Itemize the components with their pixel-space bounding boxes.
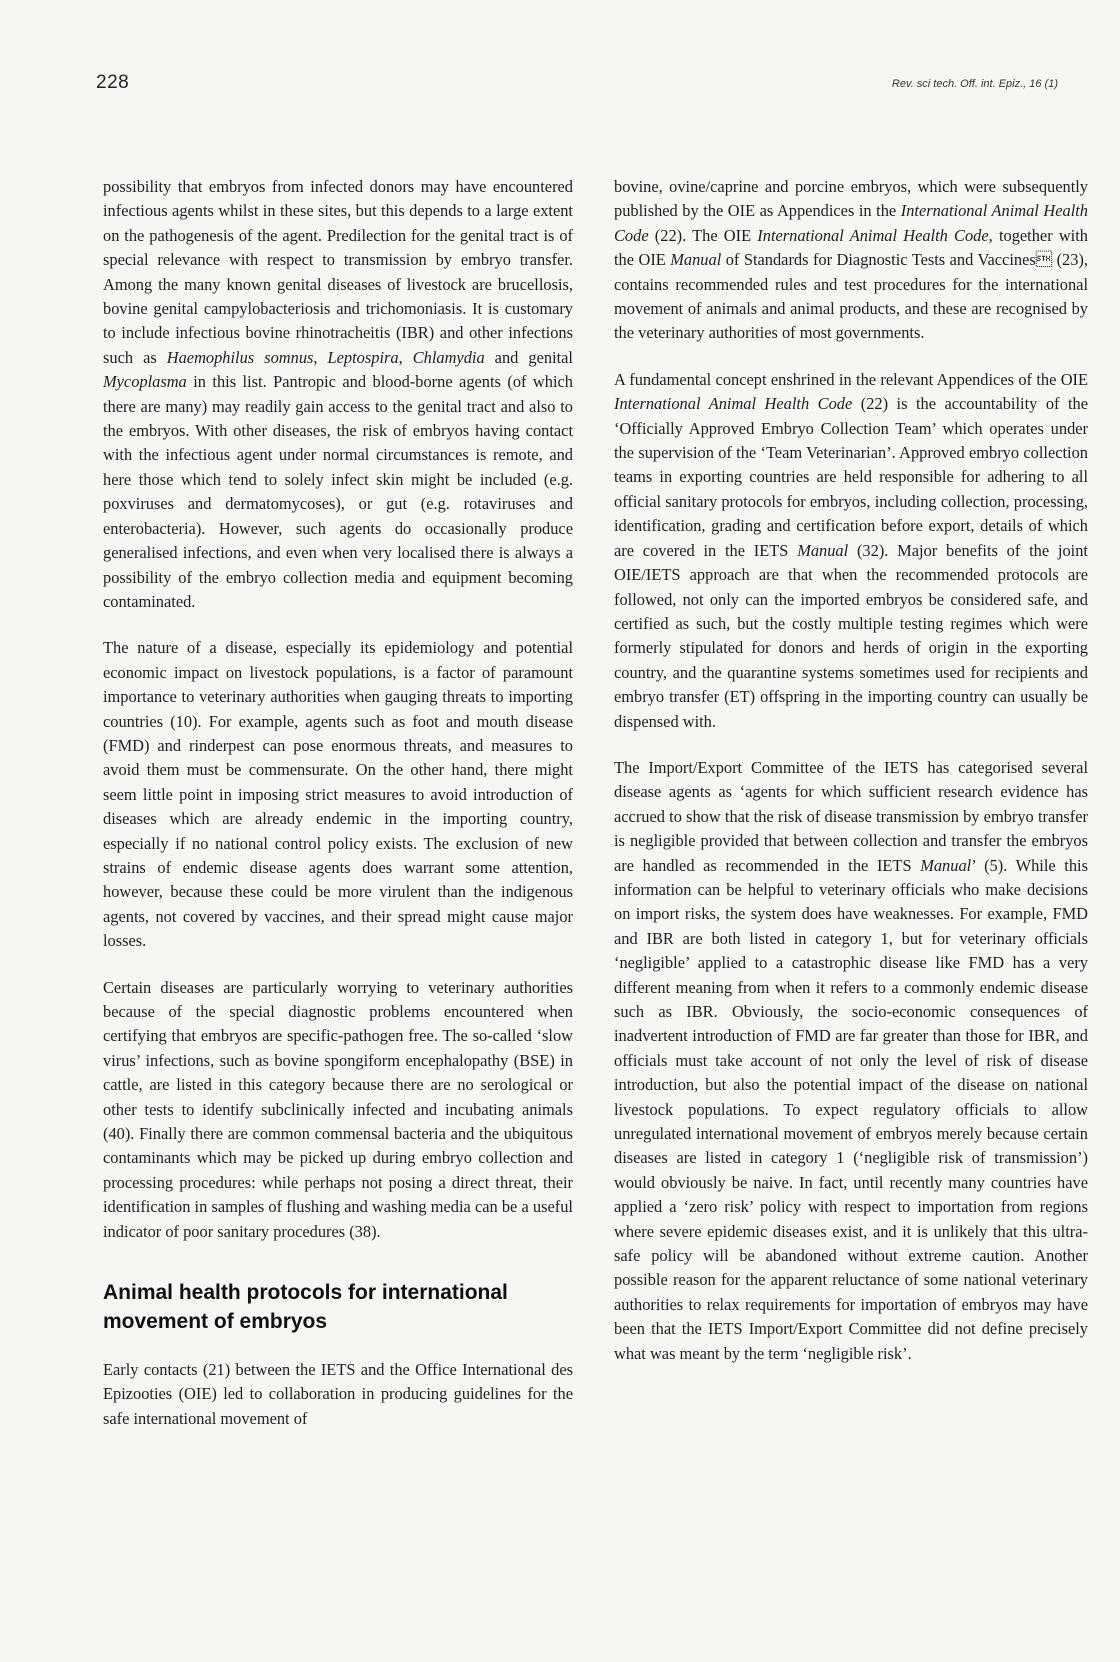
section-heading: Animal health protocols for international movement of embryos: [103, 1281, 508, 1334]
paragraph: bovine, ovine/caprine and porcine embryos, which were subsequently published by the OIE as Appendices in the International Animal Health Code (22). The OIE International Animal Health Code, together with the OIE Manual of Standards for Diagnostic Tests and Vaccines (23), contains recommended rules and test procedures for the international movement of animals and animal products, and these are recognised by the veterinary authorities of most governments.: [614, 177, 1089, 343]
paragraph: possibility that embryos from infected donors may have encountered infectious agents whilst in these sites, but this depends to a large extent on the pathogenesis of the agent. Predilection for the genital tract is of special relevance with respect to transmission by embryo transfer. Among the many known genital diseases of livestock are brucellosis, bovine genital campylobacteriosis and trichomoniasis. It is customary to include infectious bovine rhinotracheitis (IBR) and other infections such as Haemophilus somnus, Leptospira, Chlamydia and genital Mycoplasma in this list. Pantropic and blood-borne agents (of which there are many) may readily gain access to the genital tract and also to the embryos. With other diseases, the risk of embryos having contact with the infectious agent under normal circumstances is remote, and here those which tend to solely infect skin might be included (e.g. poxviruses and dermatomycoses), or gut (e.g. rotaviruses and enterobacteria). However, such agents do occasionally produce generalised infections, and even when very localised there is always a possibility of the embryo collection media and equipment becoming contaminated.: [103, 177, 573, 611]
paragraph: Certain diseases are particularly worrying to veterinary authorities because of the special diagnostic problems encountered when certifying that embryos are specific-pathogen free. The so-called ‘slow virus’ infections, such as bovine spongiform encephalopathy (BSE) in cattle, are listed in this category because there are no serological or other tests to identify subclinically infected and incubating animals (40). Finally there are common commensal bacteria and the ubiquitous contaminants which may be picked up during embryo collection and processing procedures: while perhaps not posing a direct threat, their identification in samples of flushing and washing media can be a useful indicator of poor sanitary procedures (38).: [103, 977, 573, 1241]
running-head: Rev. sci tech. Off. int. Epiz., 16 (1): [891, 78, 1058, 90]
paragraph: A fundamental concept enshrined in the relevant Appendices of the OIE International Animal Health Code (22) is the accountability of the ‘Officially Approved Embryo Collection Team’ which operates under the supervision of the ‘Team Veterinarian’. Approved embryo collection teams in exporting countries are held responsible for adhering to all official sanitary protocols for embryos, including collection, processing, identification, grading and certification before export, details of which are covered in the IETS Manual (32). Major benefits of the joint OIE/IETS approach are that when the recommended protocols are followed, not only can the imported embryos be considered safe, and certified as such, but the costly multiple testing regimes which were formerly stipulated for donors and herds of origin in the exporting country, and the quarantine systems sometimes used for recipients and embryo transfer (ET) offspring in the importing country can usually be dispensed with.: [614, 369, 1088, 731]
right-column: [614, 175, 1088, 1388]
left-column: [103, 175, 573, 1453]
paragraph: Early contacts (21) between the IETS and the Office International des Epizooties (OIE) led to collaboration in producing guidelines for the safe international movement of: [103, 1360, 573, 1428]
page-number: 228: [96, 72, 130, 93]
paragraph: The nature of a disease, especially its epidemiology and potential economic impact on livestock populations, is a factor of paramount importance to veterinary authorities when gauging threats to importing countries (10). For example, agents such as foot and mouth disease (FMD) and rinderpest can pose enormous threats, and measures to avoid them must be commensurate. On the other hand, there might seem little point in imposing strict measures to avoid introduction of diseases which are already endemic in the importing country, especially if no national control policy exists. The exclusion of new strains of endemic disease agents does warrant some attention, however, because these could be more virulent than the indigenous agents, not covered by vaccines, and their spread might cause major losses.: [103, 638, 573, 951]
paragraph: The Import/Export Committee of the IETS has categorised several disease agents as ‘agents for which sufficient research evidence has accrued to show that the risk of disease transmission by embryo transfer is negligible provided that between collection and transfer the embryos are handled as recommended in the IETS Manual’ (5). While this information can be helpful to veterinary officials who make decisions on import risks, the system does have weaknesses. For example, FMD and IBR are both listed in category 1, but for veterinary officials ‘negligible’ applied to a catastrophic disease like FMD has a very different meaning from when it refers to a commonly endemic disease such as IBR. Obviously, the socio-economic consequences of inadvertent introduction of FMD are far greater than those for IBR, and officials must take account of not only the level of risk of disease introduction, but also the potential impact of the disease on national livestock populations. To expect regulatory officials to allow unregulated international movement of embryos merely because certain diseases are listed in category 1 (‘negligible risk of transmission’) would obviously be naive. In fact, until recently many countries have applied a ‘zero risk’ policy with respect to importation from regions where severe epidemic diseases exist, and it is unlikely that this ultra-safe policy will be abandoned without extreme caution. Another possible reason for the apparent reluctance of some national veterinary authorities to relax requirements for importation of embryos may have been that the IETS Import/Export Committee did not define precisely what was meant by the term ‘negligible risk’.: [614, 757, 1088, 1363]
